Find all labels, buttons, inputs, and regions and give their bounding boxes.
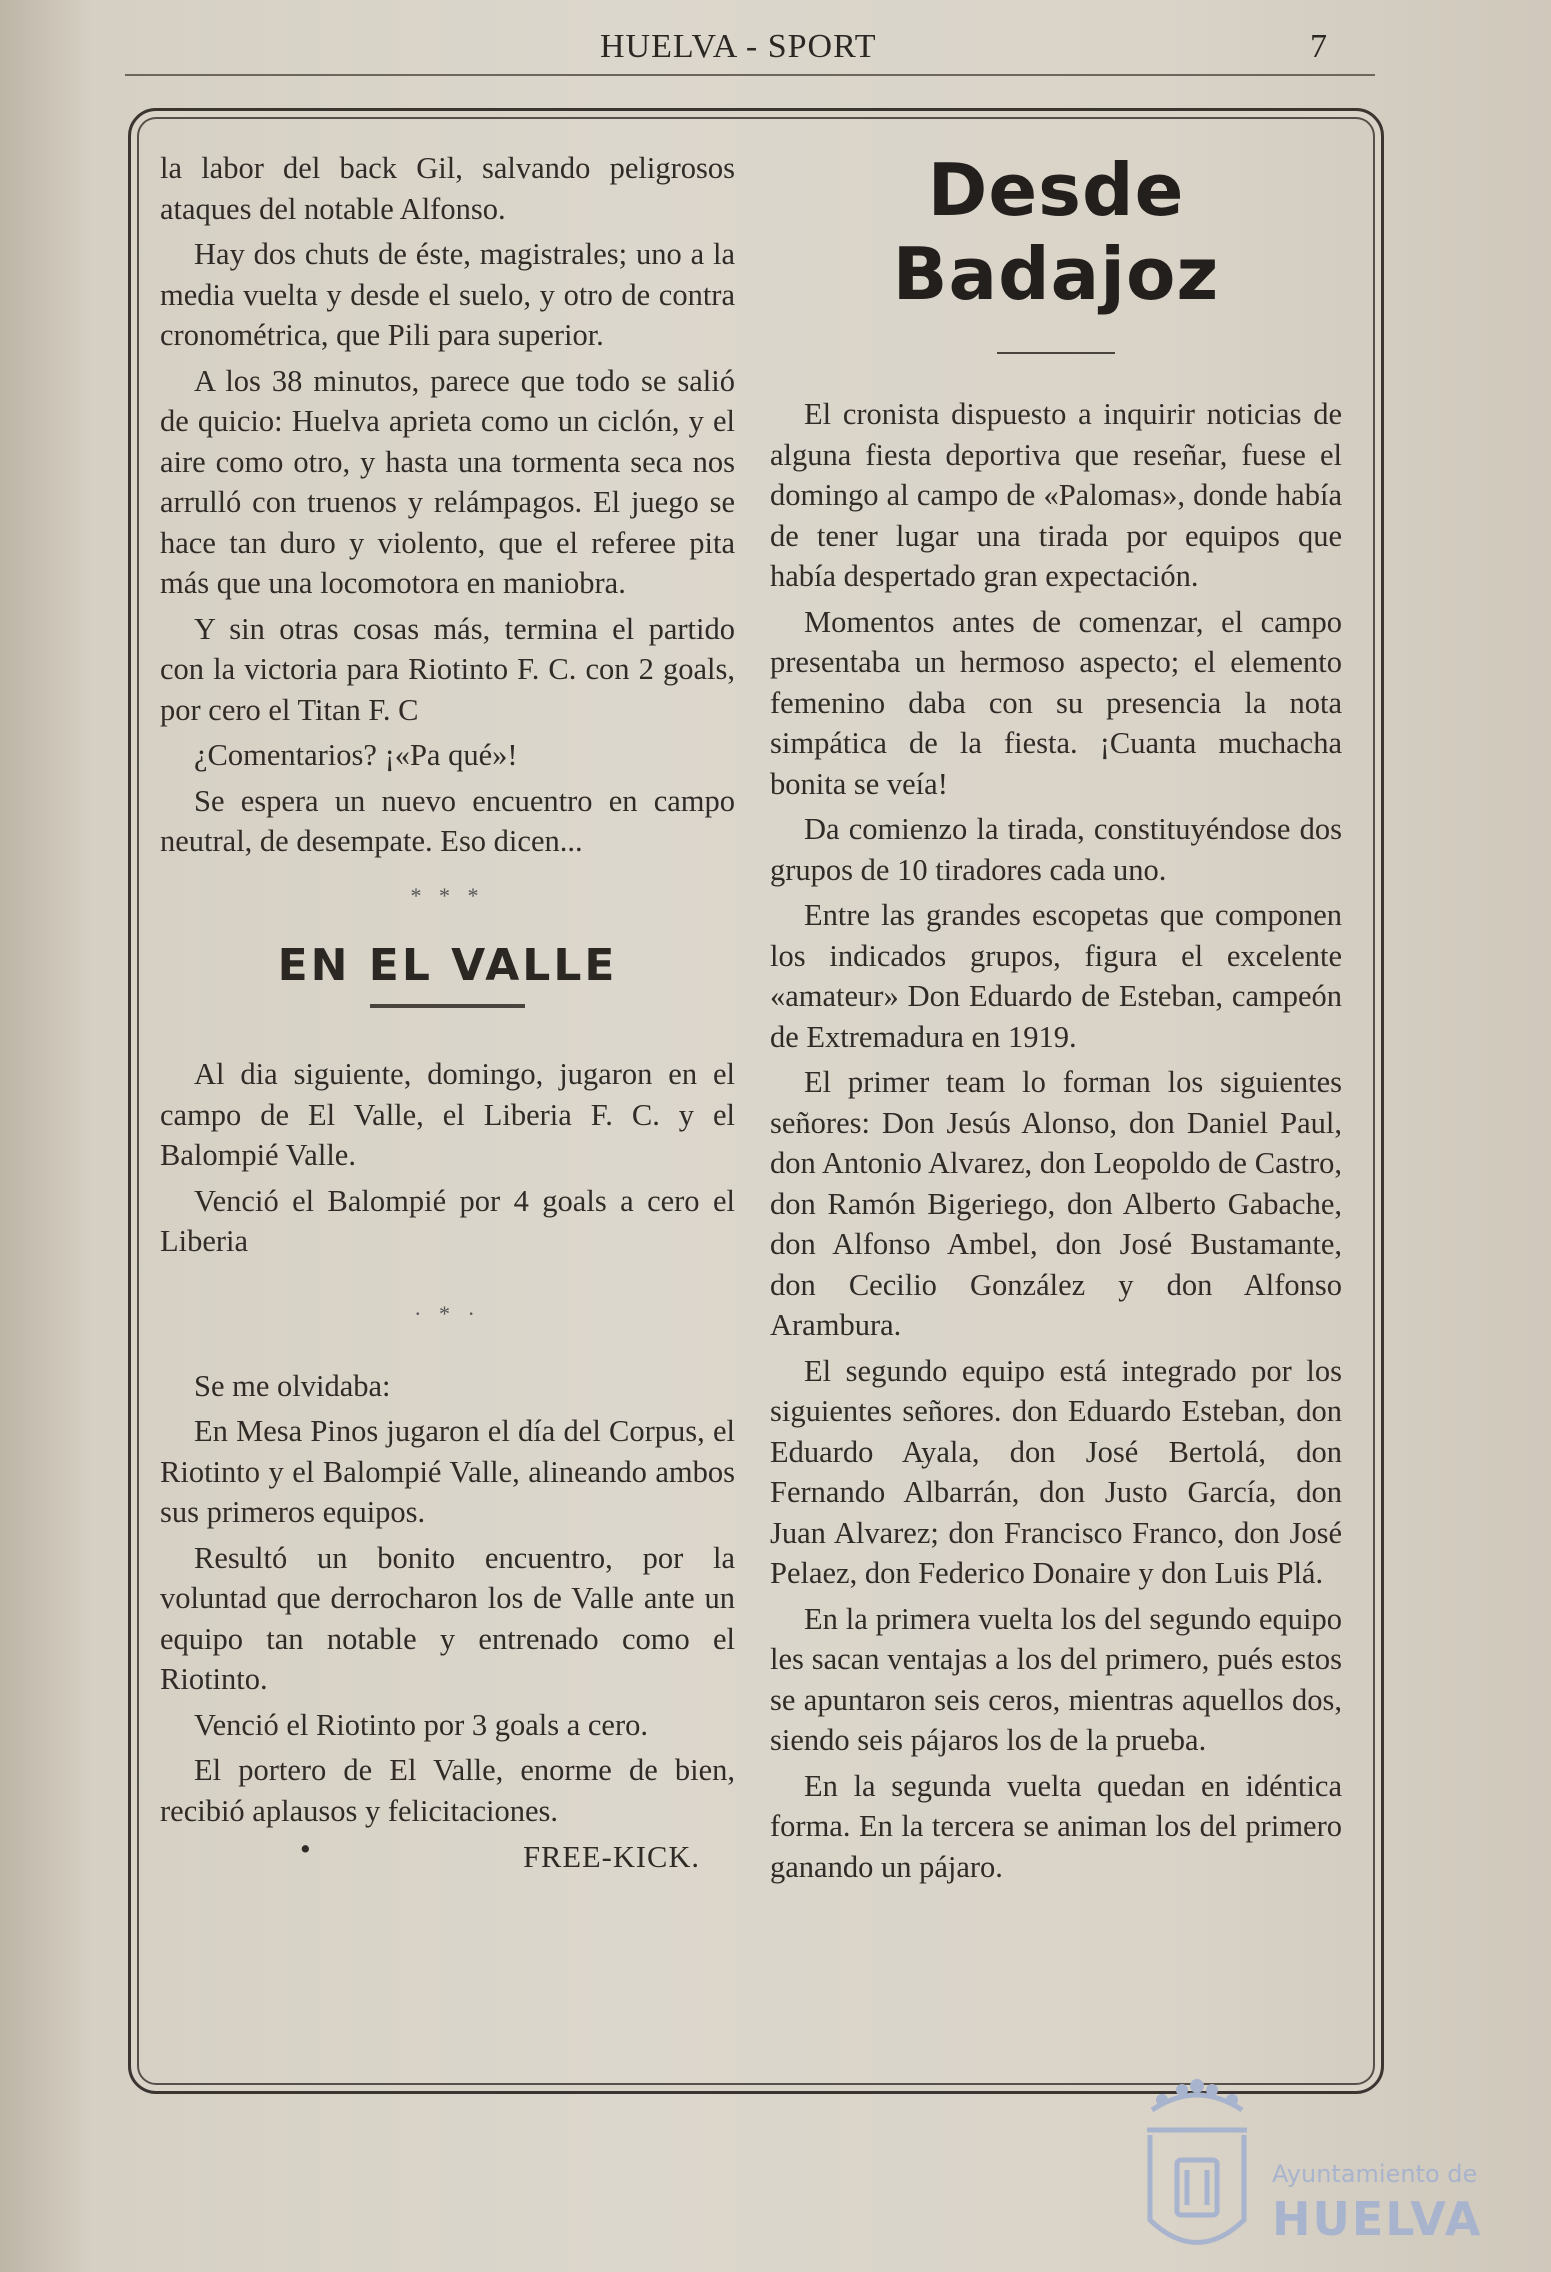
paragraph: El segundo equipo está integrado por los siguientes señores. don Eduardo Esteban, don Eduardo Ayala, don José Bertolá, don Fernando Albarrán, don Justo García, don Juan Alvarez; don Francisco Franco, don José Pelaez, don Federico Donaire y don Luis Plá.: [770, 1353, 1342, 1590]
paragraph: Entre las grandes escopetas que componen los indicados grupos, figura el excelente «amateur» Don Eduardo de Esteban, campeón de Extremadura en 1919.: [770, 898, 1342, 1054]
paragraph: El portero de El Valle, enorme de bien, recibió aplausos y felicitaciones.: [160, 1753, 735, 1828]
signature-line: [160, 1832, 735, 1878]
coat-of-arms-icon: [1132, 2070, 1262, 2270]
paragraph: la labor del back Gil, salvando peligrosos ataques del notable Alfonso.: [160, 151, 735, 226]
paragraph: Al dia siguiente, domingo, jugaron en el campo de El Valle, el Liberia F. C. y el Balompié Valle.: [160, 1057, 735, 1172]
publication-title: HUELVA - SPORT: [600, 28, 877, 65]
paragraph: En la primera vuelta los del segundo equipo les sacan ventajas a los del primero, pués estos se apuntaron seis ceros, mientras aquellos dos, siendo seis pájaros los de la prueba.: [770, 1601, 1342, 1757]
page-number: 7: [1310, 28, 1327, 65]
right-column: [770, 148, 1342, 1892]
heading-underline: [370, 1004, 525, 1008]
paragraph: Momentos antes de comenzar, el campo presentaba un hermoso aspecto; el elemento femenino daba con su presencia la nota simpática de la fiesta. ¡Cuanta muchacha bonita se veía!: [770, 604, 1342, 801]
paragraph: Hay dos chuts de éste, magistrales; uno a la media vuelta y desde el suelo, y otro de contra cronométrica, que Pili para superior.: [160, 237, 735, 352]
paragraph: Resultó un bonito encuentro, por la voluntad que derrocharon los de Valle ante un equipo tan notable y entrenado como el Riotinto.: [160, 1540, 735, 1696]
paragraph: Venció el Riotinto por 3 goals a cero.: [194, 1707, 649, 1742]
paragraph: En Mesa Pinos jugaron el día del Corpus, el Riotinto y el Balompié Valle, alineando ambos sus primeros equipos.: [160, 1414, 735, 1529]
bullet-mark: •: [300, 1832, 312, 1866]
paragraph: ¿Comentarios? ¡«Pa qué»!: [194, 738, 518, 772]
title-underline: [997, 352, 1115, 354]
dot-separator: · * ·: [414, 1300, 481, 1326]
header-rule: [125, 74, 1375, 76]
section-heading: EN EL VALLE: [277, 939, 618, 991]
paragraph: Da comienzo la tirada, constituyéndose dos grupos de 10 tiradores cada uno.: [770, 812, 1342, 887]
paragraph: El cronista dispuesto a inquirir noticias de alguna fiesta deportiva que reseñar, fuese el domingo al campo de «Palomas», donde había de tener lugar una tirada por equipos que había despertado gran expectación.: [770, 397, 1342, 593]
asterism-separator: * * *: [410, 882, 485, 908]
paragraph: Se espera un nuevo encuentro en campo neutral, de desempate. Eso dicen...: [160, 783, 735, 858]
paragraph: Venció el Balompié por 4 goals a cero el Liberia: [160, 1183, 735, 1258]
paragraph: Y sin otras cosas más, termina el partido con la victoria para Riotinto F. C. con 2 goals, por cero el Titan F. C: [160, 611, 735, 727]
signature: FREE-KICK.: [523, 1840, 700, 1874]
paragraph: El primer team lo forman los siguientes señores: Don Jesús Alonso, don Daniel Paul, don Antonio Alvarez, don Leopoldo de Castro, don Ramón Bigeriego, don Alberto Gabache, don Alfonso Ambel, don José Bustamante, don Cecilio González y don Alfonso Arambura.: [770, 1065, 1342, 1342]
watermark-line-1: Ayuntamiento de: [1272, 2160, 1478, 2188]
paragraph: A los 38 minutos, parece que todo se salió de quicio: Huelva aprieta como un ciclón, y el aire como otro, y hasta una tormenta seca nos arrulló con truenos y relámpagos. El juego se hace tan duro y violento, que el referee pita más que una locomotora en maniobra.: [160, 363, 735, 600]
watermark-text: [1272, 2160, 1482, 2246]
watermark-line-2: HUELVA: [1272, 2192, 1483, 2246]
paragraph: Se me olvidaba:: [194, 1368, 391, 1403]
paragraph: En la segunda vuelta quedan en idéntica forma. En la tercera se animan los del primero ganando un pájaro.: [770, 1768, 1342, 1884]
article-title: Desde Badajoz: [892, 148, 1220, 316]
running-header: [0, 28, 1551, 78]
left-column: [160, 148, 735, 1878]
